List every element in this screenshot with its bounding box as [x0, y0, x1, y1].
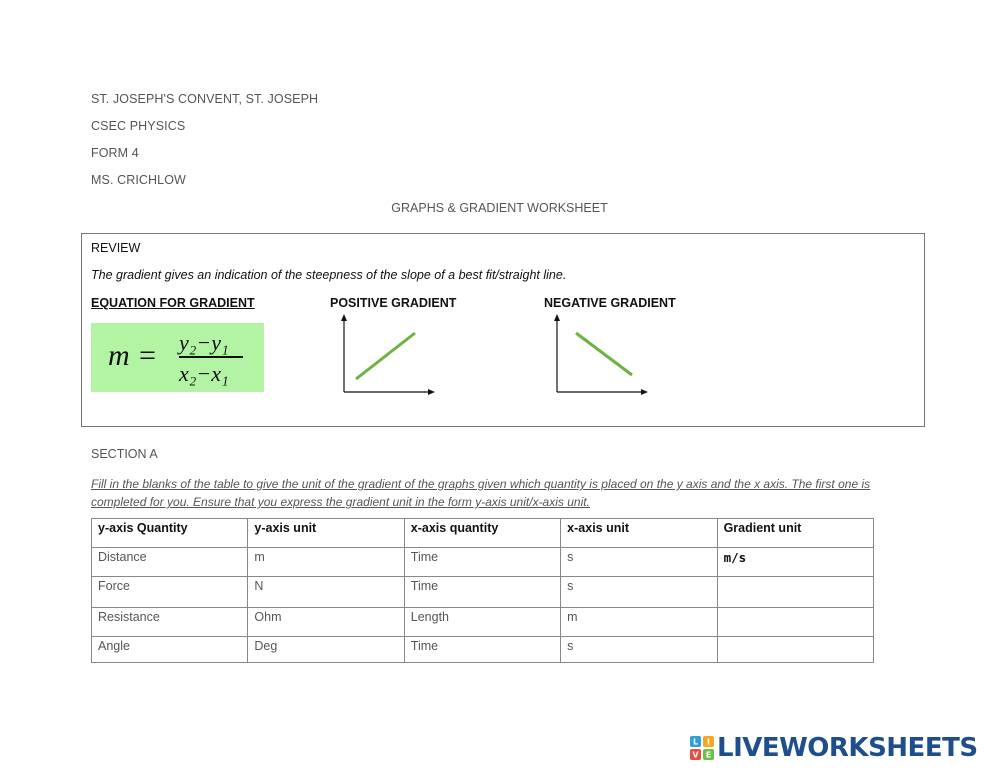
- table-row: [92, 637, 874, 663]
- formula-numerator: y₂−y₁: [179, 330, 229, 355]
- y-axis-arrow: [341, 314, 347, 321]
- positive-gradient-heading: POSITIVE GRADIENT: [330, 296, 457, 310]
- x-unit-cell: m: [561, 608, 717, 637]
- x-axis-arrow: [428, 389, 435, 395]
- header-y-unit: y-axis unit: [248, 519, 404, 548]
- school-name: ST. JOSEPH'S CONVENT, ST. JOSEPH: [91, 92, 319, 106]
- section-a-heading: SECTION A: [91, 447, 158, 461]
- y-quantity-cell: Distance: [92, 548, 248, 577]
- icon-letter: L: [692, 737, 699, 747]
- y-unit-cell: N: [248, 577, 404, 608]
- x-unit-cell: s: [561, 548, 717, 577]
- gradient-units-table: [91, 518, 874, 663]
- review-box: [81, 233, 925, 427]
- y-unit-cell: Ohm: [248, 608, 404, 637]
- formula-denominator: x₂−x₁: [179, 361, 229, 386]
- y-quantity-cell: Angle: [92, 637, 248, 663]
- review-label: REVIEW: [91, 241, 141, 255]
- header-gradient-unit: Gradient unit: [717, 519, 873, 548]
- negative-gradient-graph: [551, 312, 655, 398]
- positive-slope-line: [356, 333, 415, 379]
- y-quantity-cell: Resistance: [92, 608, 248, 637]
- icon-letter: I: [707, 737, 710, 747]
- table-row: [92, 577, 874, 608]
- y-axis-arrow: [554, 314, 560, 321]
- x-unit-cell: s: [561, 577, 717, 608]
- gradient-formula: [91, 323, 264, 392]
- y-unit-cell: Deg: [248, 637, 404, 663]
- section-a-instructions: Fill in the blanks of the table to give the unit of the gradient of the graphs given which quantity is placed on the y axis and the x axis. The first one is completed for you. Ensure that you express the gradient unit in the form y-axis unit/x-axis unit.: [91, 477, 871, 509]
- icon-letter: V: [692, 750, 699, 760]
- header-x-unit: x-axis unit: [561, 519, 717, 548]
- worksheet-title: GRAPHS & GRADIENT WORKSHEET: [391, 201, 608, 215]
- table-row: [92, 608, 874, 637]
- subject-name: CSEC PHYSICS: [91, 119, 186, 133]
- form-level: FORM 4: [91, 146, 139, 160]
- x-quantity-cell: Time: [404, 548, 560, 577]
- x-quantity-cell: Length: [404, 608, 560, 637]
- live-blocks-icon: [690, 736, 714, 760]
- gradient-definition: The gradient gives an indication of the steepness of the slope of a best fit/straight line.: [91, 268, 567, 282]
- icon-letter: E: [705, 750, 712, 760]
- gradient-unit-answer-field[interactable]: [717, 608, 873, 637]
- y-unit-cell: m: [248, 548, 404, 577]
- positive-gradient-graph: [338, 312, 442, 398]
- x-quantity-cell: Time: [404, 637, 560, 663]
- x-axis-arrow: [641, 389, 648, 395]
- table-row: [92, 548, 874, 577]
- teacher-name: MS. CRICHLOW: [91, 173, 186, 187]
- gradient-unit-answer-field[interactable]: [717, 577, 873, 608]
- header-x-quantity: x-axis quantity: [404, 519, 560, 548]
- negative-gradient-heading: NEGATIVE GRADIENT: [544, 296, 676, 310]
- y-quantity-cell: Force: [92, 577, 248, 608]
- gradient-unit-answer-field[interactable]: [717, 637, 873, 663]
- gradient-unit-answer: m/s: [717, 548, 873, 577]
- x-unit-cell: s: [561, 637, 717, 663]
- equation-heading: EQUATION FOR GRADIENT: [91, 296, 255, 310]
- header-y-quantity: y-axis Quantity: [92, 519, 248, 548]
- formula-lhs: m =: [108, 339, 158, 372]
- liveworksheets-logo[interactable]: [690, 731, 978, 765]
- x-quantity-cell: Time: [404, 577, 560, 608]
- table-header-row: [92, 519, 874, 548]
- negative-slope-line: [576, 333, 632, 375]
- brand-name: LIVEWORKSHEETS: [717, 733, 978, 763]
